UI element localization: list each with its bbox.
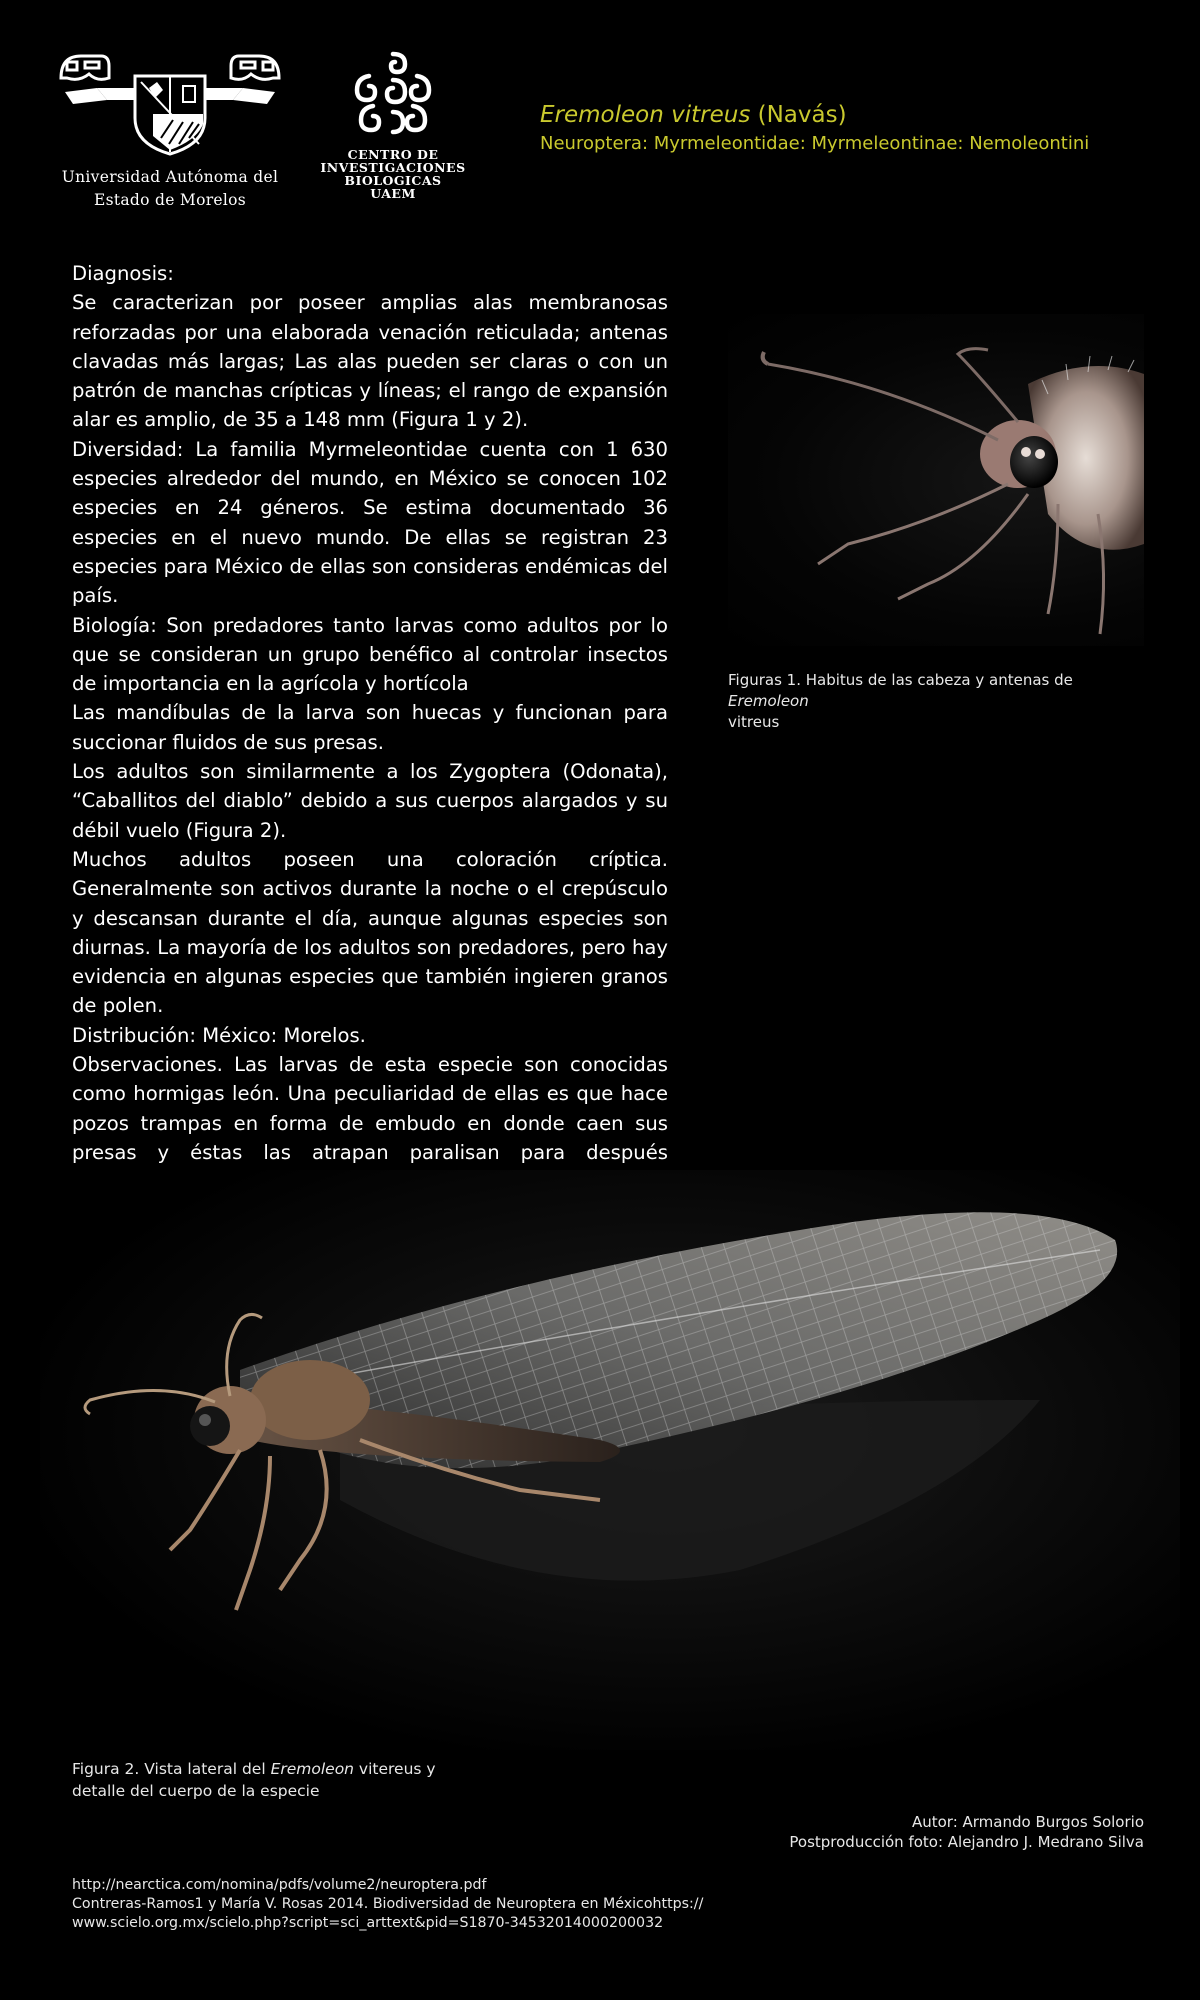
- figure1-caption-species: vitreus: [728, 713, 780, 731]
- figure1-photo: [728, 314, 1144, 646]
- antlion-head-illustration: [728, 314, 1144, 646]
- university-name-line1: Universidad Autónoma del: [61, 168, 279, 186]
- figure2-photo: [40, 1170, 1180, 1750]
- reference-line: www.scielo.org.mx/scielo.php?script=sci_arttext&pid=S1870-34532014000200032: [72, 1915, 664, 1931]
- species-title: [540, 100, 1089, 130]
- distribucion-paragraph: Distribución: México: Morelos.: [72, 1023, 366, 1047]
- uaem-crest-icon: [57, 48, 283, 156]
- spiral-emblem-icon: [353, 50, 433, 136]
- references: [72, 1876, 712, 1933]
- credits: [789, 1812, 1144, 1852]
- center-name-line1: CENTRO DE: [347, 147, 439, 162]
- figure2-caption-rest: vitereus y detalle del cuerpo de la especie: [72, 1760, 436, 1800]
- figure1-caption-text: Figuras 1. Habitus de las cabeza y antenas de: [728, 671, 1073, 689]
- antlion-lateral-illustration: [40, 1170, 1180, 1750]
- taxonomy-line: Neuroptera: Myrmeleontidae: Myrmeleontinae: Nemoleontini: [540, 133, 1090, 154]
- uaem-logo: [55, 48, 285, 212]
- biologia-paragraph: Biología: Son predadores tanto larvas como adultos por lo que se consideran un grupo benéfico al controlar insectos de importancia en la agrícola y hortícola: [72, 613, 668, 696]
- university-name-line2: Estado de Morelos: [93, 191, 247, 209]
- species-name: Eremoleon vitreus: [540, 102, 751, 128]
- center-name-line2: INVESTIGACIONES: [320, 160, 466, 175]
- observaciones-paragraph: Observaciones. Las larvas de esta especie son conocidas como hormigas león. Una peculiaridad de ellas es que hace pozos trampas en forma de embudo en donde caen sus presas y éstas las atrapan paralisan para después: [72, 1053, 668, 1164]
- coloracion-paragraph: Muchos adultos poseen una coloración críptica. Generalmente son activos durante la noche o el crepúsculo y descansan durante el día, aunque algunas especies son diurnas. La mayoría de los adultos son predadores, pero hay evidencia en algunas especies que también ingieren granos de polen.: [72, 847, 668, 1018]
- center-name-line4: UAEM: [370, 186, 416, 201]
- photo-credit: Postproducción foto: Alejandro J. Medrano Silva: [789, 1833, 1144, 1851]
- species-author: (Navás): [757, 102, 847, 128]
- mandibulas-paragraph: Las mandíbulas de la larva son huecas y funcionan para succionar fluidos de sus presas.: [72, 701, 668, 754]
- figure2-caption: [72, 1758, 492, 1802]
- cib-logo: [318, 50, 468, 200]
- reference-line: http://nearctica.com/nomina/pdfs/volume2/neuroptera.pdf: [72, 1877, 487, 1893]
- author-credit: Autor: Armando Burgos Solorio: [911, 1813, 1144, 1831]
- figure2-caption-genus: Eremoleon: [270, 1760, 354, 1778]
- figure1-caption: [728, 670, 1148, 733]
- reference-line: Contreras-Ramos1 y María V. Rosas 2014. Biodiversidad de Neuroptera en Méxicohttps://: [72, 1896, 704, 1912]
- figure1-caption-genus: Eremoleon: [728, 692, 809, 710]
- figure2-caption-text: Figura 2. Vista lateral del: [72, 1760, 271, 1778]
- center-name-line3: BIOLOGICAS: [344, 173, 442, 188]
- main-text: [72, 259, 668, 1197]
- diagnosis-heading: Diagnosis:: [72, 262, 174, 285]
- adultos-paragraph: Los adultos son similarmente a los Zygoptera (Odonata), “Caballitos del diablo” debido a sus cuerpos alargados y su débil vuelo (Figura 2).: [72, 760, 668, 842]
- title-block: [540, 100, 1089, 157]
- diversidad-paragraph: Diversidad: La familia Myrmeleontidae cuenta con 1 630 especies alrededor del mundo, en México se conocen 102 especies en 24 géneros. Se estima documentado 36 especies en el nuevo mundo. De ellas se registran 23 especies para México de ellas son consideras endémicas del país.: [72, 437, 668, 608]
- diagnosis-paragraph: Se caracterizan por poseer amplias alas membranosas reforzadas por una elaborada venación reticulada; antenas clavadas más largas; Las alas pueden ser claras o con un patrón de manchas crípticas y líneas; el rango de expansión alar es amplio, de 35 a 148 mm (Figura 1 y 2).: [72, 291, 668, 432]
